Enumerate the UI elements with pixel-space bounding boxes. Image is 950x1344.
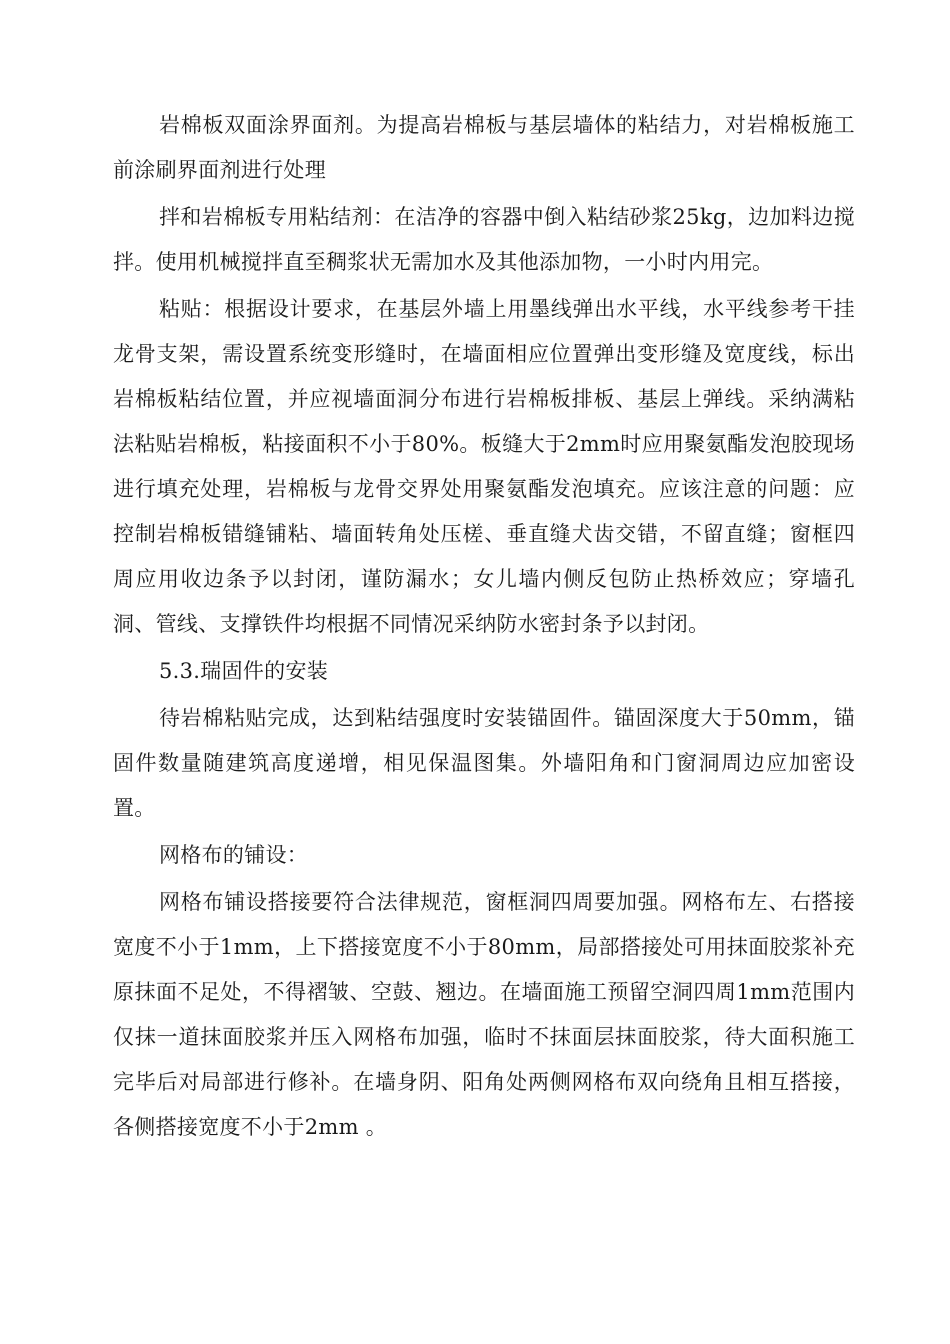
paragraph-adhesive-mixing: 拌和岩棉板专用粘结剂：在洁净的容器中倒入粘结砂浆25kg，边加料边搅拌。使用机械搅拌直至稠浆状无需加水及其他添加物，一小时内用完。 bbox=[113, 205, 855, 274]
paragraph-interface-agent: 岩棉板双面涂界面剂。为提高岩棉板与基层墙体的粘结力，对岩棉板施工前涂刷界面剂进行处理 bbox=[113, 113, 855, 182]
paragraph-anchor-install: 待岩棉粘贴完成，达到粘结强度时安装锚固件。锚固深度大于50mm，锚固件数量随建筑高度递增，相见保温图集。外墙阳角和门窗洞周边应加密设置。 bbox=[113, 706, 855, 820]
paragraph-mesh-laying: 网格布铺设搭接要符合法律规范，窗框洞四周要加强。网格布左、右搭接宽度不小于1mm，上下搭接宽度不小于80mm，局部搭接处可用抹面胶浆补充原抹面不足处，不得褶皱、空鼓、翘边。在墙面施工预留空洞四周1mm范围内仅抹一道抹面胶浆并压入网格布加强，临时不抹面层抹面胶浆，待大面积施工完毕后对局部进行修补。在墙身阴、阳角处两侧网格布双向绕角且相互搭接，各侧搭接宽度不小于2mm 。 bbox=[113, 890, 855, 1139]
section-heading-anchor-install: 5.3.瑞固件的安装 bbox=[159, 659, 329, 683]
paragraph-bonding: 粘贴：根据设计要求，在基层外墙上用墨线弹出水平线，水平线参考干挂龙骨支架，需设置系统变形缝时，在墙面相应位置弹出变形缝及宽度线，标出岩棉板粘结位置，并应视墙面洞分布进行岩棉板排板、基层上弹线。采纳满粘法粘贴岩棉板，粘接面积不小于80%。板缝大于2mm时应用聚氨酯发泡胶现场进行填充处理，岩棉板与龙骨交界处用聚氨酯发泡填充。应该注意的问题：应控制岩棉板错缝铺粘、墙面转角处压槎、垂直缝犬齿交错，不留直缝；窗框四周应用收边条予以封闭，谨防漏水；女儿墙内侧反包防止热桥效应；穿墙孔洞、管线、支撑铁件均根据不同情况采纳防水密封条予以封闭。 bbox=[113, 297, 855, 636]
document-body bbox=[113, 103, 855, 1152]
section-heading-mesh-laying: 网格布的铺设： bbox=[159, 843, 309, 867]
